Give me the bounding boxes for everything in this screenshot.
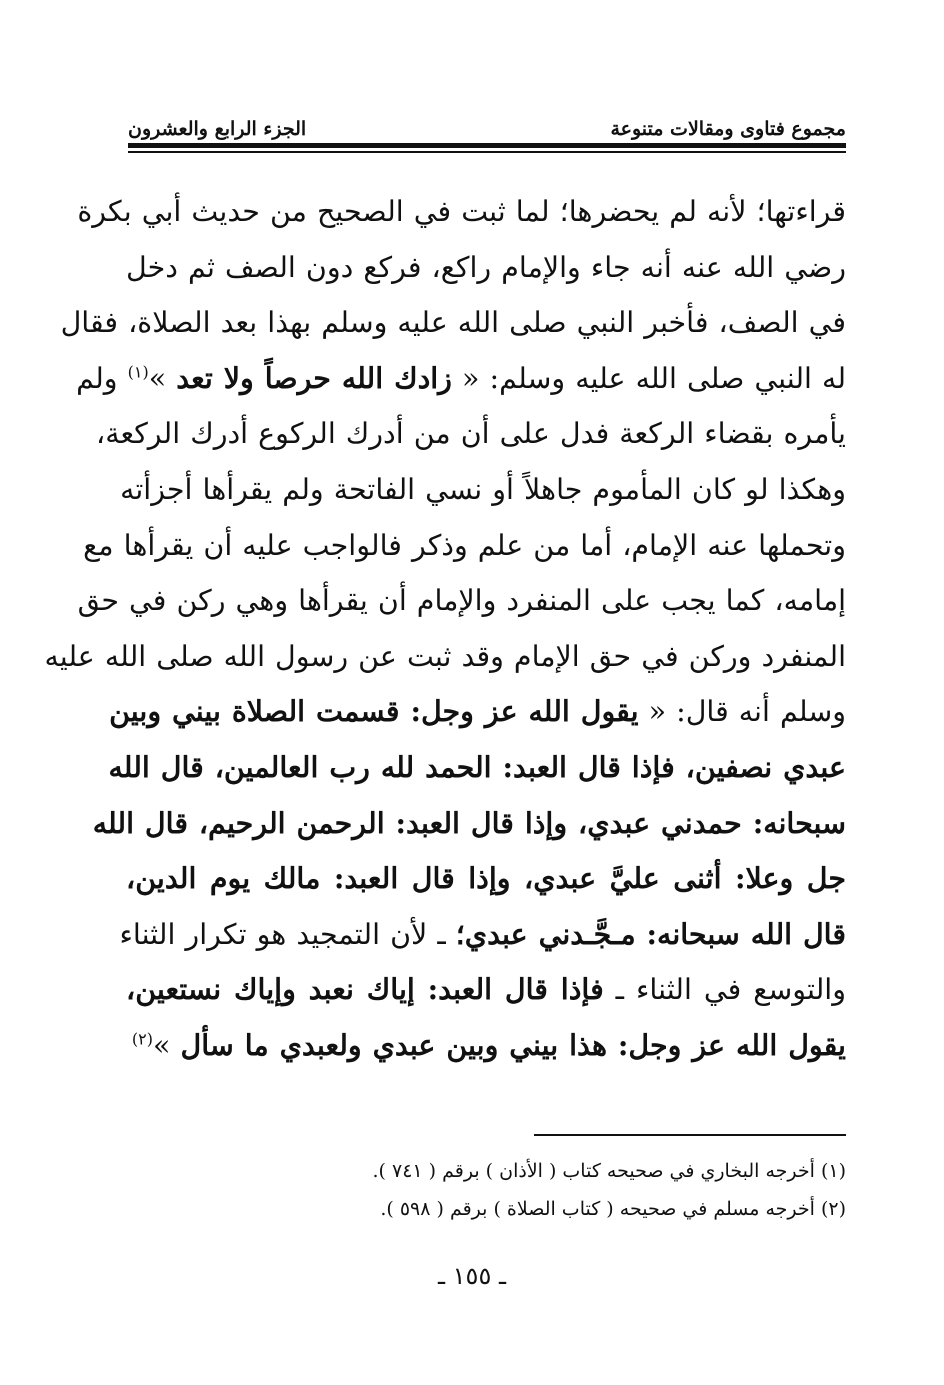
- text-line: [126, 1018, 846, 1074]
- text-segment: المنفرد وركن في حق الإمام وقد ثبت عن رسول الله صلى الله عليه: [44, 639, 846, 673]
- hadith-text: يقول الله عز وجل: قسمت الصلاة بيني وبين: [109, 694, 639, 729]
- text-segment: قراءتها؛ لأنه لم يحضرها؛ لما ثبت في الصحيح من حديث أبي بكرة: [77, 195, 846, 228]
- text-segment: ـ لأن التمجيد هو تكرار الثناء: [119, 917, 456, 951]
- hadith-text: فإذا قال العبد: إياك نعبد وإياك نستعين،: [126, 972, 604, 1007]
- text-line: [77, 573, 846, 629]
- hadith-text: قال الله سبحانه: مـجَّـدني عبدي؛: [455, 916, 846, 951]
- running-header: [128, 104, 846, 140]
- text-segment: وسلم أنه قال: «: [638, 695, 846, 729]
- text-line: [83, 518, 846, 574]
- header-rule-thick: [128, 143, 846, 148]
- text-segment: يأمره بقضاء الركعة فدل على أن من أدرك الركوع أدرك الركعة،: [96, 417, 846, 451]
- text-line: [119, 907, 846, 963]
- footnote-1: [128, 1152, 846, 1190]
- text-line: [126, 240, 846, 296]
- text-line: [108, 740, 846, 796]
- main-text: [44, 184, 846, 1074]
- footnote-number: (١): [820, 1160, 846, 1182]
- header-book-title: مجموع فتاوى ومقالات متنوعة: [610, 118, 846, 140]
- text-line: [44, 629, 846, 685]
- footnote-number: (٢): [820, 1198, 846, 1220]
- text-line: [109, 684, 846, 740]
- text-line: [96, 406, 846, 462]
- hadith-text: عبدي نصفين، فإذا قال العبد: الحمد لله رب العالمين، قال الله: [108, 749, 846, 784]
- text-segment: وهكذا لو كان المأموم جاهلاً أو نسي الفاتحة ولم يقرأها أجزأته: [120, 472, 846, 506]
- text-line: [120, 462, 846, 518]
- text-segment: في الصف، فأخبر النبي صلى الله عليه وسلم بهذا بعد الصلاة، فقال: [60, 306, 846, 340]
- text-line: [77, 184, 846, 240]
- text-segment: وتحملها عنه الإمام، أما من علم وذكر فالواجب عليه أن يقرأها مع: [83, 528, 846, 562]
- text-segment: »: [153, 1028, 181, 1062]
- footnote-text: أخرجه مسلم في صحيحه ( كتاب الصلاة ) برقم ( ٥٩٨ ).: [380, 1198, 815, 1220]
- hadith-text: سبحانه: حمدني عبدي، وإذا قال العبد: الرحمن الرحيم، قال الله: [92, 805, 846, 840]
- text-segment: ولم: [76, 361, 128, 395]
- header-volume-title: الجزء الرابع والعشرون: [128, 118, 307, 140]
- text-segment: له النبي صلى الله عليه وسلم: «: [451, 361, 846, 395]
- footnote-2: [128, 1190, 846, 1228]
- footnote-marker: (٢): [131, 1029, 154, 1049]
- hadith-text: جل وعلا: أثنى عليَّ عبدي، وإذا قال العبد: مالك يوم الدين،: [126, 861, 846, 896]
- footnote-text: أخرجه البخاري في صحيحه كتاب ( الأذان ) برقم ( ٧٤١ ).: [372, 1160, 815, 1182]
- header-rule-thin: [128, 151, 846, 153]
- text-segment: »: [148, 361, 177, 395]
- text-segment: إمامه، كما يجب على المنفرد والإمام أن يقرأها وهي ركن في حق: [77, 584, 846, 618]
- text-segment: رضي الله عنه أنه جاء والإمام راكع، فركع دون الصف ثم دخل: [126, 250, 846, 284]
- footnote-marker: (١): [127, 362, 149, 382]
- text-line: [126, 962, 846, 1018]
- page-number: ـ ١٥٥ ـ: [437, 1262, 506, 1290]
- hadith-text: يقول الله عز وجل: هذا بيني وبين عبدي ولعبدي ما سأل: [180, 1027, 846, 1062]
- text-line: [126, 851, 846, 907]
- hadith-text: زادك الله حرصاً ولا تعد: [176, 360, 452, 395]
- text-line: [60, 295, 846, 351]
- footnotes: [128, 1152, 846, 1228]
- text-segment: والتوسع في الثناء ـ: [603, 973, 846, 1007]
- text-line: [92, 796, 846, 852]
- text-line: [76, 351, 846, 407]
- footnote-separator: [534, 1134, 846, 1136]
